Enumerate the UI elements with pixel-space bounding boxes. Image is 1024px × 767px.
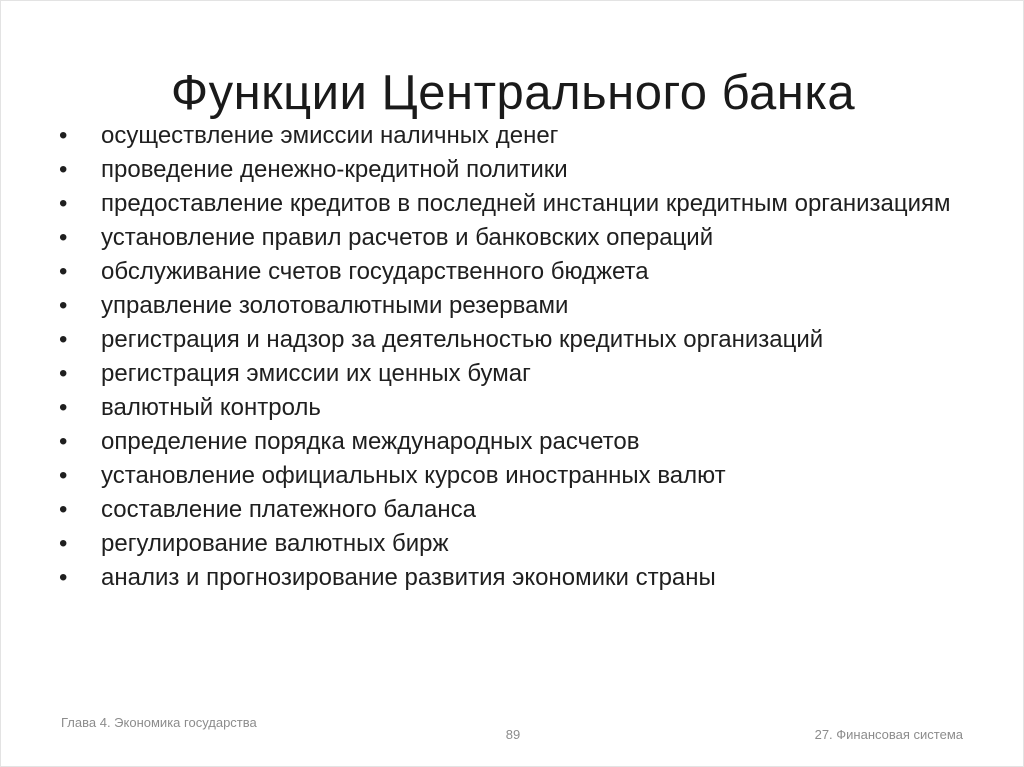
bullet-item: • обслуживание счетов государственного бюджета bbox=[59, 259, 979, 285]
bullet-list bbox=[59, 123, 979, 599]
bullet-item: • управление золотовалютными резервами bbox=[59, 293, 979, 319]
bullet-item: • регулирование валютных бирж bbox=[59, 531, 979, 557]
footer-page-number: 89 bbox=[505, 727, 521, 742]
bullet-item: • определение порядка международных расчетов bbox=[59, 429, 979, 455]
bullet-item: • осуществление эмиссии наличных денег bbox=[59, 123, 979, 149]
bullet-item: • анализ и прогнозирование развития экономики страны bbox=[59, 565, 979, 591]
bullet-item: • регистрация эмиссии их ценных бумаг bbox=[59, 361, 979, 387]
bullet-item: • регистрация и надзор за деятельностью кредитных организаций bbox=[59, 327, 979, 353]
footer-chapter: Глава 4. Экономика государства bbox=[61, 715, 257, 730]
bullet-item: • установление правил расчетов и банковских операций bbox=[59, 225, 979, 251]
slide-title: Функции Центрального банка bbox=[170, 66, 856, 120]
bullet-item: • проведение денежно-кредитной политики bbox=[59, 157, 979, 183]
bullet-item: • предоставление кредитов в последней инстанции кредитным организациям bbox=[59, 191, 979, 217]
bullet-item: • валютный контроль bbox=[59, 395, 979, 421]
bullet-item: • установление официальных курсов иностранных валют bbox=[59, 463, 979, 489]
bullet-item: • составление платежного баланса bbox=[59, 497, 979, 523]
footer-section: 27. Финансовая система bbox=[814, 727, 963, 742]
